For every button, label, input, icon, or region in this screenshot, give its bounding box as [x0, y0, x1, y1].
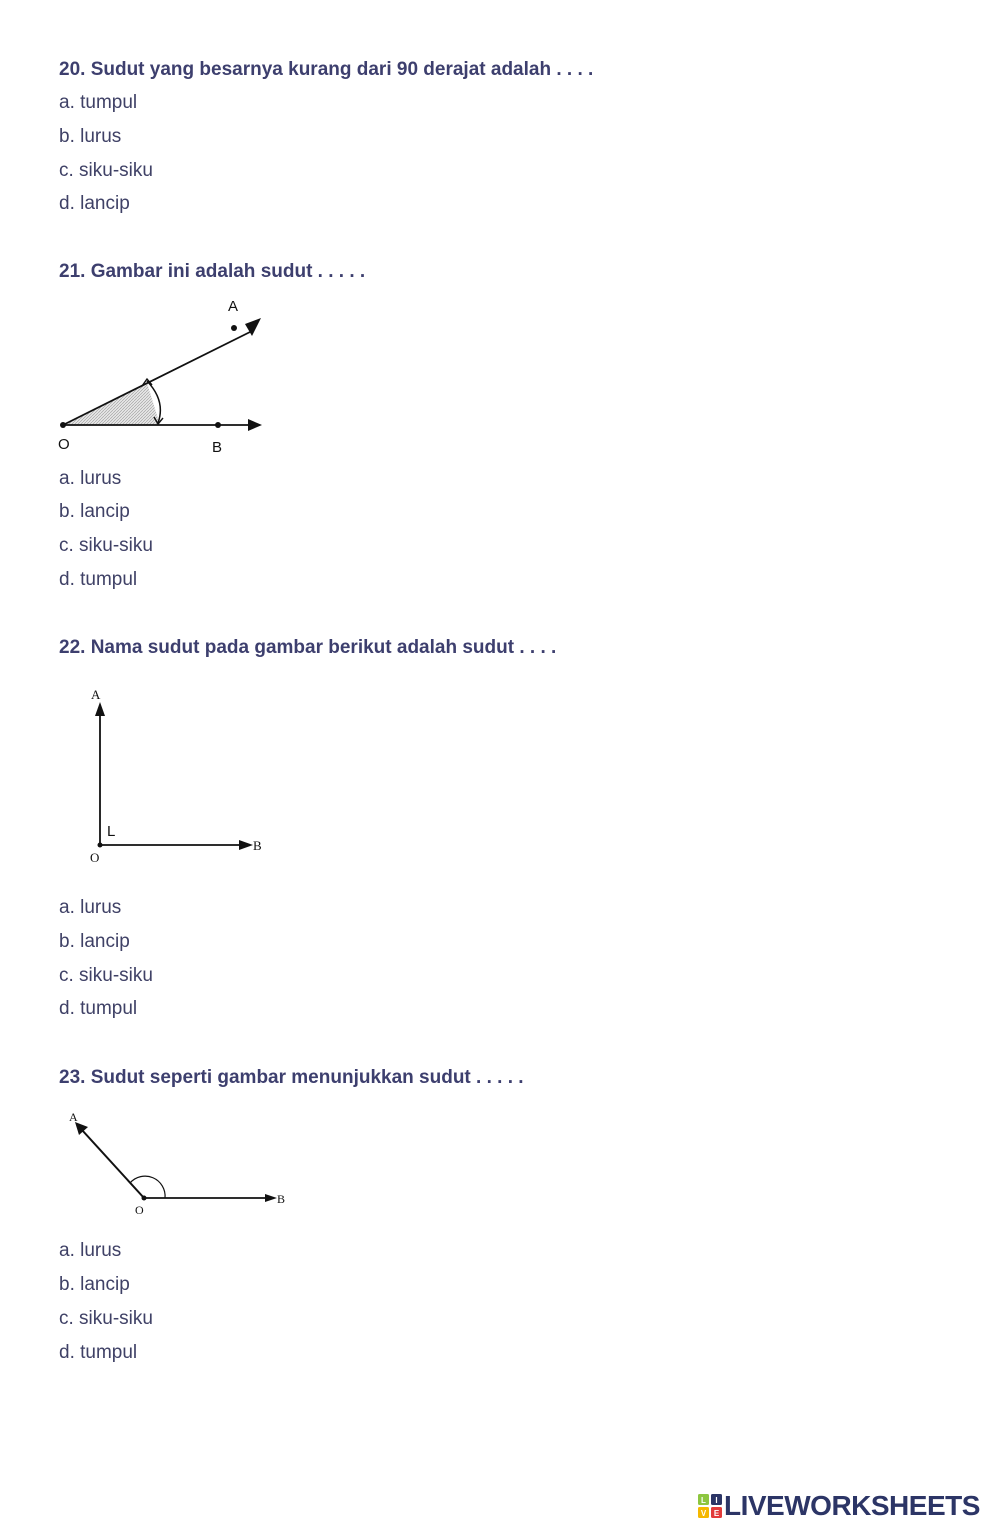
question-20-title: 20. Sudut yang besarnya kurang dari 90 derajat adalah . . . . — [59, 59, 594, 80]
question-20-option-b[interactable]: b. lurus — [59, 126, 122, 147]
question-23-option-c[interactable]: c. siku-siku — [59, 1308, 153, 1329]
question-22-option-b[interactable]: b. lancip — [59, 931, 130, 952]
liveworksheets-branding[interactable] — [698, 1490, 980, 1522]
question-21-angle-figure — [50, 290, 280, 470]
question-21-option-d[interactable]: d. tumpul — [59, 569, 138, 590]
arrowhead-b — [248, 419, 262, 431]
svg-text:L: L — [701, 1496, 706, 1505]
label-b: B — [212, 439, 223, 456]
question-23-title: 23. Sudut seperti gambar menunjukkan sudut . . . . . — [59, 1067, 524, 1088]
label-o: O — [135, 1203, 144, 1217]
question-22-angle-figure — [80, 680, 280, 870]
label-b: B — [253, 838, 262, 853]
question-21-option-a[interactable]: a. lurus — [59, 468, 122, 489]
arrowhead-b — [265, 1194, 277, 1202]
question-23-option-a[interactable]: a. lurus — [59, 1240, 122, 1261]
question-22-option-d[interactable]: d. tumpul — [59, 998, 138, 1019]
question-22-title: 22. Nama sudut pada gambar berikut adalah sudut . . . . — [59, 637, 557, 658]
right-angle-mark: L — [107, 823, 116, 840]
question-21-option-c[interactable]: c. siku-siku — [59, 535, 153, 556]
question-20-option-c[interactable]: c. siku-siku — [59, 160, 153, 181]
svg-text:V: V — [700, 1509, 707, 1518]
label-a: A — [91, 687, 101, 702]
label-o: O — [58, 436, 70, 453]
brand-name: LIVEWORKSHEETS — [724, 1490, 980, 1521]
question-21-option-b[interactable]: b. lancip — [59, 501, 130, 522]
liveworksheets-logo-icon — [698, 1494, 722, 1518]
svg-text:E: E — [713, 1509, 720, 1518]
question-23-option-b[interactable]: b. lancip — [59, 1274, 130, 1295]
label-o: O — [90, 850, 100, 865]
svg-text:I: I — [715, 1496, 718, 1505]
question-20-option-d[interactable]: d. lancip — [59, 193, 130, 214]
label-b: B — [277, 1192, 286, 1206]
arrowhead-a — [95, 702, 105, 716]
question-22-option-a[interactable]: a. lurus — [59, 897, 122, 918]
point-b — [215, 422, 221, 428]
ray-oa — [63, 332, 250, 425]
point-a — [231, 325, 237, 331]
label-a: A — [228, 298, 239, 315]
ray-oa — [82, 1130, 144, 1198]
point-o — [98, 843, 103, 848]
label-a: A — [69, 1110, 78, 1124]
question-23-angle-figure — [60, 1105, 300, 1225]
point-o — [60, 422, 66, 428]
question-22-option-c[interactable]: c. siku-siku — [59, 965, 153, 986]
question-20-option-a[interactable]: a. tumpul — [59, 92, 138, 113]
arrowhead-b — [239, 840, 253, 850]
question-21-title: 21. Gambar ini adalah sudut . . . . . — [59, 261, 366, 282]
point-o — [142, 1196, 147, 1201]
question-23-option-d[interactable]: d. tumpul — [59, 1342, 138, 1363]
